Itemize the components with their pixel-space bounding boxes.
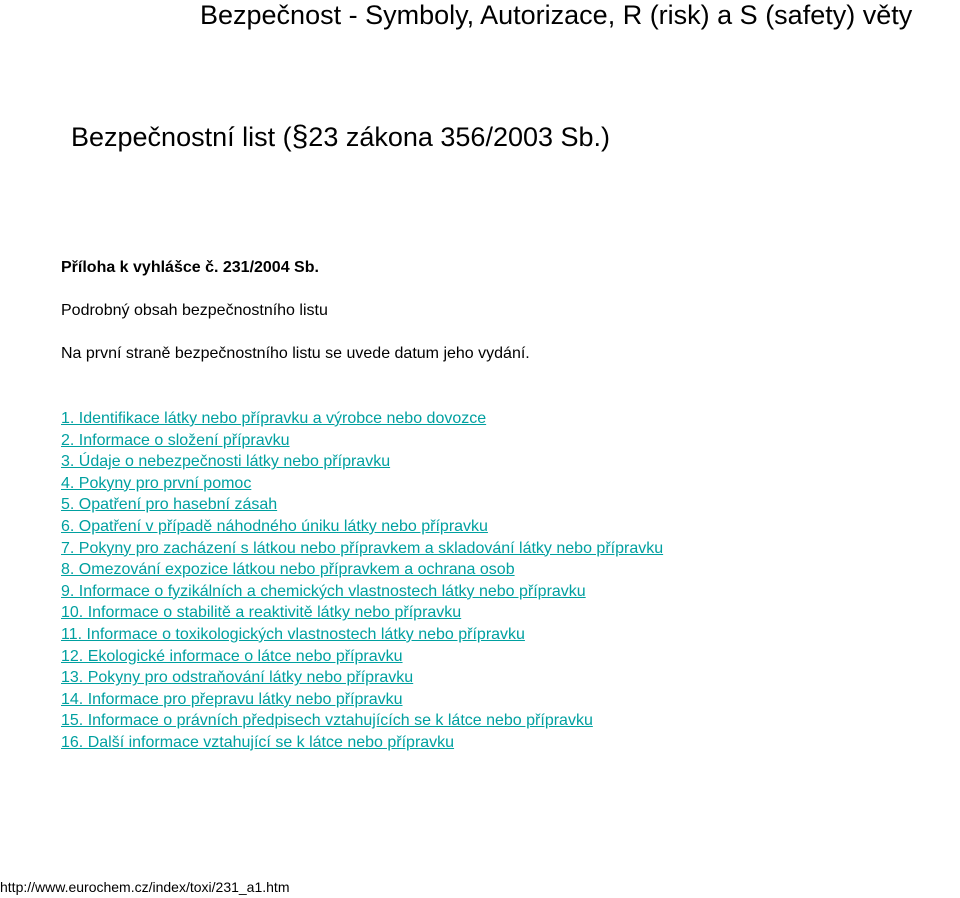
- list-item: [61, 430, 663, 452]
- list-item: [61, 602, 663, 624]
- table-of-contents: [61, 408, 663, 754]
- list-item: [61, 559, 663, 581]
- toc-link-16[interactable]: 16. Další informace vztahující se k látce nebo přípravku: [61, 733, 455, 751]
- toc-link-8[interactable]: 8. Omezování expozice látkou nebo přípravkem a ochrana osob: [61, 561, 515, 579]
- toc-link-13[interactable]: 13. Pokyny pro odstraňování látky nebo přípravku: [61, 669, 414, 687]
- toc-link-2[interactable]: 2. Informace o složení přípravku: [61, 431, 290, 449]
- contents-heading: Podrobný obsah bezpečnostního listu: [61, 302, 328, 319]
- page-title: Bezpečnost - Symboly, Autorizace, R (risk) a S (safety) věty: [200, 0, 913, 30]
- list-item: [61, 408, 663, 430]
- list-item: [61, 710, 663, 732]
- footer-url: http://www.eurochem.cz/index/toxi/231_a1.htm: [0, 879, 290, 895]
- toc-link-7[interactable]: 7. Pokyny pro zacházení s látkou nebo přípravkem a skladování látky nebo přípravku: [61, 539, 664, 557]
- toc-link-3[interactable]: 3. Údaje o nebezpečnosti látky nebo přípravku: [61, 453, 391, 471]
- document-subtitle: [71, 120, 610, 154]
- toc-link-15[interactable]: 15. Informace o právních předpisech vztahujících se k látce nebo přípravku: [61, 712, 593, 730]
- toc-link-14[interactable]: 14. Informace pro přepravu látky nebo přípravku: [61, 690, 403, 708]
- toc-link-1[interactable]: 1. Identifikace látky nebo přípravku a výrobce nebo dovozce: [61, 410, 487, 427]
- list-item: [61, 516, 663, 538]
- toc-link-4[interactable]: 4. Pokyny pro první pomoc: [61, 474, 252, 492]
- list-item: [61, 451, 663, 473]
- list-item: [61, 538, 663, 560]
- list-item: [61, 689, 663, 711]
- toc-link-5[interactable]: 5. Opatření pro hasební zásah: [61, 496, 278, 514]
- toc-link-12[interactable]: 12. Ekologické informace o látce nebo přípravku: [61, 647, 403, 665]
- annex-label: Příloha k vyhlášce č. 231/2004 Sb.: [61, 259, 319, 276]
- list-item: [61, 624, 663, 646]
- toc-link-9[interactable]: 9. Informace o fyzikálních a chemických vlastnostech látky nebo přípravku: [61, 582, 586, 600]
- first-page-note: Na první straně bezpečnostního listu se uvede datum jeho vydání.: [61, 345, 530, 362]
- list-item: [61, 646, 663, 668]
- toc-link-11[interactable]: 11. Informace o toxikologických vlastnostech látky nebo přípravku: [61, 625, 525, 643]
- list-item: [61, 473, 663, 495]
- list-item: [61, 667, 663, 689]
- toc-link-6[interactable]: 6. Opatření v případě náhodného úniku látky nebo přípravku: [61, 517, 488, 535]
- subtitle-text-end: 23 zákona 356/2003 Sb.): [308, 122, 611, 152]
- list-item: [61, 732, 663, 754]
- toc-link-10[interactable]: 10. Informace o stabilitě a reaktivitě látky nebo přípravku: [61, 604, 462, 622]
- subtitle-text-start: Bezpečnostní list (: [71, 122, 292, 152]
- list-item: [61, 581, 663, 603]
- list-item: [61, 494, 663, 516]
- section-sign: §: [291, 120, 309, 153]
